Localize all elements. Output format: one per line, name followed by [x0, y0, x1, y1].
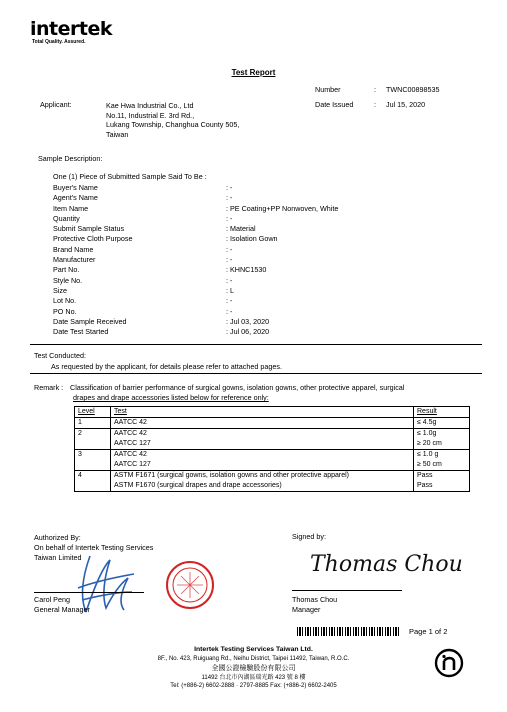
result-cell: [414, 429, 470, 450]
sample-field-row: [53, 307, 338, 317]
test-cell-text: AATCC 42: [114, 430, 147, 437]
header-level: Level: [75, 407, 111, 418]
sample-field-value: : Jul 06, 2020: [226, 327, 270, 337]
applicant-line: Taiwan: [106, 129, 129, 139]
signed-role: Manager: [292, 605, 321, 614]
date-issued: Jul 15, 2020: [386, 100, 426, 109]
report-number: TWNC00898535: [386, 85, 440, 94]
table-row: [75, 450, 470, 471]
authorized-name: Carol Peng: [34, 595, 70, 604]
authorized-role: General Manager: [34, 605, 90, 614]
sample-field-row: [53, 276, 338, 286]
sample-field-value: : -: [226, 275, 233, 285]
sample-field-value: : -: [226, 213, 233, 223]
level-cell-text: 4: [78, 472, 82, 479]
sample-field-label: Date Sample Received: [53, 316, 127, 326]
authorized-line: Authorized By:: [34, 533, 81, 542]
sample-field-value: : PE Coating+PP Nonwoven, White: [226, 203, 339, 213]
test-cell-text: AATCC 127: [114, 461, 151, 468]
sample-field-row: [53, 234, 338, 244]
signature-line: [34, 592, 144, 593]
signed-label: Signed by:: [292, 532, 326, 541]
result-cell: [414, 450, 470, 471]
sample-field-value: : L: [226, 285, 234, 295]
test-cell: [111, 450, 414, 471]
divider: [30, 344, 482, 345]
sample-field-label: Submit Sample Status: [53, 224, 125, 234]
test-cell: [111, 471, 414, 492]
intertek-logo: intertek: [30, 18, 112, 40]
sample-field-label: Lot No.: [53, 296, 77, 306]
sample-field-value: : -: [226, 296, 233, 306]
sample-field-label: Protective Cloth Purpose: [53, 234, 133, 244]
sample-field-row: [53, 327, 338, 337]
footer-company: Intertek Testing Services Taiwan Ltd.: [194, 646, 313, 653]
applicant-line: Lukang Township, Changhua County 505,: [106, 120, 240, 129]
footer-chinese-address: 11492 台北市內湖區瑞光路 423 號 8 樓: [201, 675, 306, 681]
sample-field-row: [53, 317, 338, 327]
page-number: Page 1 of 2: [409, 627, 448, 636]
sample-field-row: [53, 296, 338, 306]
result-cell-text: ≥ 20 cm: [417, 440, 442, 447]
report-title: Test Report: [231, 68, 276, 77]
authorized-line: Taiwan Limited: [34, 553, 82, 562]
sample-intro: One (1) Piece of Submitted Sample Said To Be :: [53, 172, 207, 181]
level-cell-text: 1: [78, 419, 82, 426]
applicant-line: No.11, Industrial E. 3rd Rd.,: [106, 110, 195, 120]
result-cell-text: Pass: [417, 472, 433, 479]
sample-field-value: : KHNC1530: [226, 265, 267, 275]
sample-field-label: Quantity: [53, 213, 80, 223]
sample-field-label: Style No.: [53, 275, 83, 285]
test-cell-text: ASTM F1671 (surgical gowns, isolation gowns and other protective apparel): [114, 472, 350, 479]
company-seal-stamp: [165, 560, 215, 610]
sample-field-label: Buyer's Name: [53, 183, 98, 192]
sample-field-row: [53, 193, 338, 203]
level-cell: [75, 418, 111, 429]
sample-field-row: [53, 214, 338, 224]
sample-field-label: Size: [53, 285, 67, 295]
level-cell: [75, 471, 111, 492]
table-row: [75, 471, 470, 492]
test-cell-text: AATCC 42: [114, 451, 147, 458]
table-row: [75, 429, 470, 450]
sample-field-row: [53, 245, 338, 255]
sample-field-row: [53, 224, 338, 234]
date-issued-label: Date Issued: [315, 100, 354, 109]
level-cell-text: 3: [78, 451, 82, 458]
sample-field-label: Agent's Name: [53, 193, 98, 203]
sample-field-row: [53, 265, 338, 275]
signed-name: Thomas Chou: [292, 595, 338, 604]
sample-field-value: : -: [226, 244, 233, 254]
sample-description-label: Sample Description:: [38, 154, 103, 163]
header-test: Test: [111, 407, 414, 418]
results-body: [75, 418, 470, 492]
test-conducted-label: Test Conducted:: [34, 351, 86, 360]
thomas-chou-signature: Thomas Chou: [310, 552, 463, 577]
number-label: Number: [315, 85, 341, 94]
results-table: [74, 406, 470, 492]
remark-label: Remark :: [34, 383, 64, 392]
footer-address: 8F., No. 423, Ruiguang Rd., Neihu District, Taipei 11492, Taiwan, R.O.C.: [157, 656, 350, 662]
sample-field-label: Date Test Started: [53, 327, 109, 337]
result-cell: [414, 471, 470, 492]
applicant-address: [106, 101, 239, 139]
header-result: Result: [414, 407, 470, 418]
sample-fields: [53, 183, 338, 337]
sample-field-value: : -: [226, 255, 233, 265]
signature-line: [292, 590, 402, 591]
level-cell: [75, 429, 111, 450]
sample-field-label: Item Name: [53, 203, 89, 213]
test-cell-text: AATCC 42: [114, 419, 147, 426]
result-cell-text: Pass: [417, 482, 433, 489]
remark-line: drapes and drape accessories listed below for reference only:: [73, 393, 269, 402]
sample-field-label: Manufacturer: [53, 255, 96, 265]
level-cell-text: 2: [78, 430, 82, 437]
sample-field-value: : -: [226, 183, 233, 192]
remark-line: Classification of barrier performance of surgical gowns, isolation gowns, other protective apparel, surgical: [70, 383, 405, 392]
test-cell: [111, 418, 414, 429]
level-cell: [75, 450, 111, 471]
sample-field-value: : Material: [226, 224, 256, 234]
test-conducted-text: As requested by the applicant, for details please refer to attached pages.: [51, 362, 282, 371]
sample-field-value: : Jul 03, 2020: [226, 316, 270, 326]
applicant-label: Applicant:: [40, 100, 72, 109]
result-cell-text: ≤ 1.0 g: [417, 451, 439, 458]
sample-field-row: [53, 255, 338, 265]
logo-tagline: Total Quality. Assured.: [32, 39, 86, 45]
result-cell-text: ≥ 50 cm: [417, 461, 442, 468]
sample-field-label: PO No.: [53, 306, 77, 316]
divider: [30, 373, 482, 374]
sample-field-value: : -: [226, 306, 233, 316]
footer-contact: Tel: (+886-2) 6602-2888 · 2797-8885 Fax: (+886-2) 6602-2405: [170, 683, 337, 689]
table-header-row: [75, 407, 470, 418]
footer-chinese-name: 全國公證檢驗股份有限公司: [211, 665, 296, 672]
result-cell-text: ≤ 4.5g: [417, 419, 437, 426]
sample-field-value: : -: [226, 193, 233, 203]
date-sep: :: [374, 100, 376, 109]
result-cell: [414, 418, 470, 429]
intertek-circle-icon: [434, 648, 464, 678]
sample-field-row: [53, 204, 338, 214]
test-cell: [111, 429, 414, 450]
sample-field-row: [53, 286, 338, 296]
applicant-line: Kae Hwa Industrial Co., Ltd: [106, 101, 194, 110]
sample-field-value: : Isolation Gown: [226, 234, 278, 244]
test-cell-text: AATCC 127: [114, 440, 151, 447]
test-cell-text: ASTM F1670 (surgical drapes and drape accessories): [114, 482, 282, 489]
barcode: [297, 627, 401, 636]
sample-field-label: Brand Name: [53, 244, 94, 254]
sample-field-row: [53, 183, 338, 193]
authorized-line: On behalf of Intertek Testing Services: [34, 543, 154, 552]
result-cell-text: ≤ 1.0g: [417, 430, 437, 437]
table-row: [75, 418, 470, 429]
number-sep: :: [374, 85, 376, 94]
sample-field-label: Part No.: [53, 265, 80, 275]
